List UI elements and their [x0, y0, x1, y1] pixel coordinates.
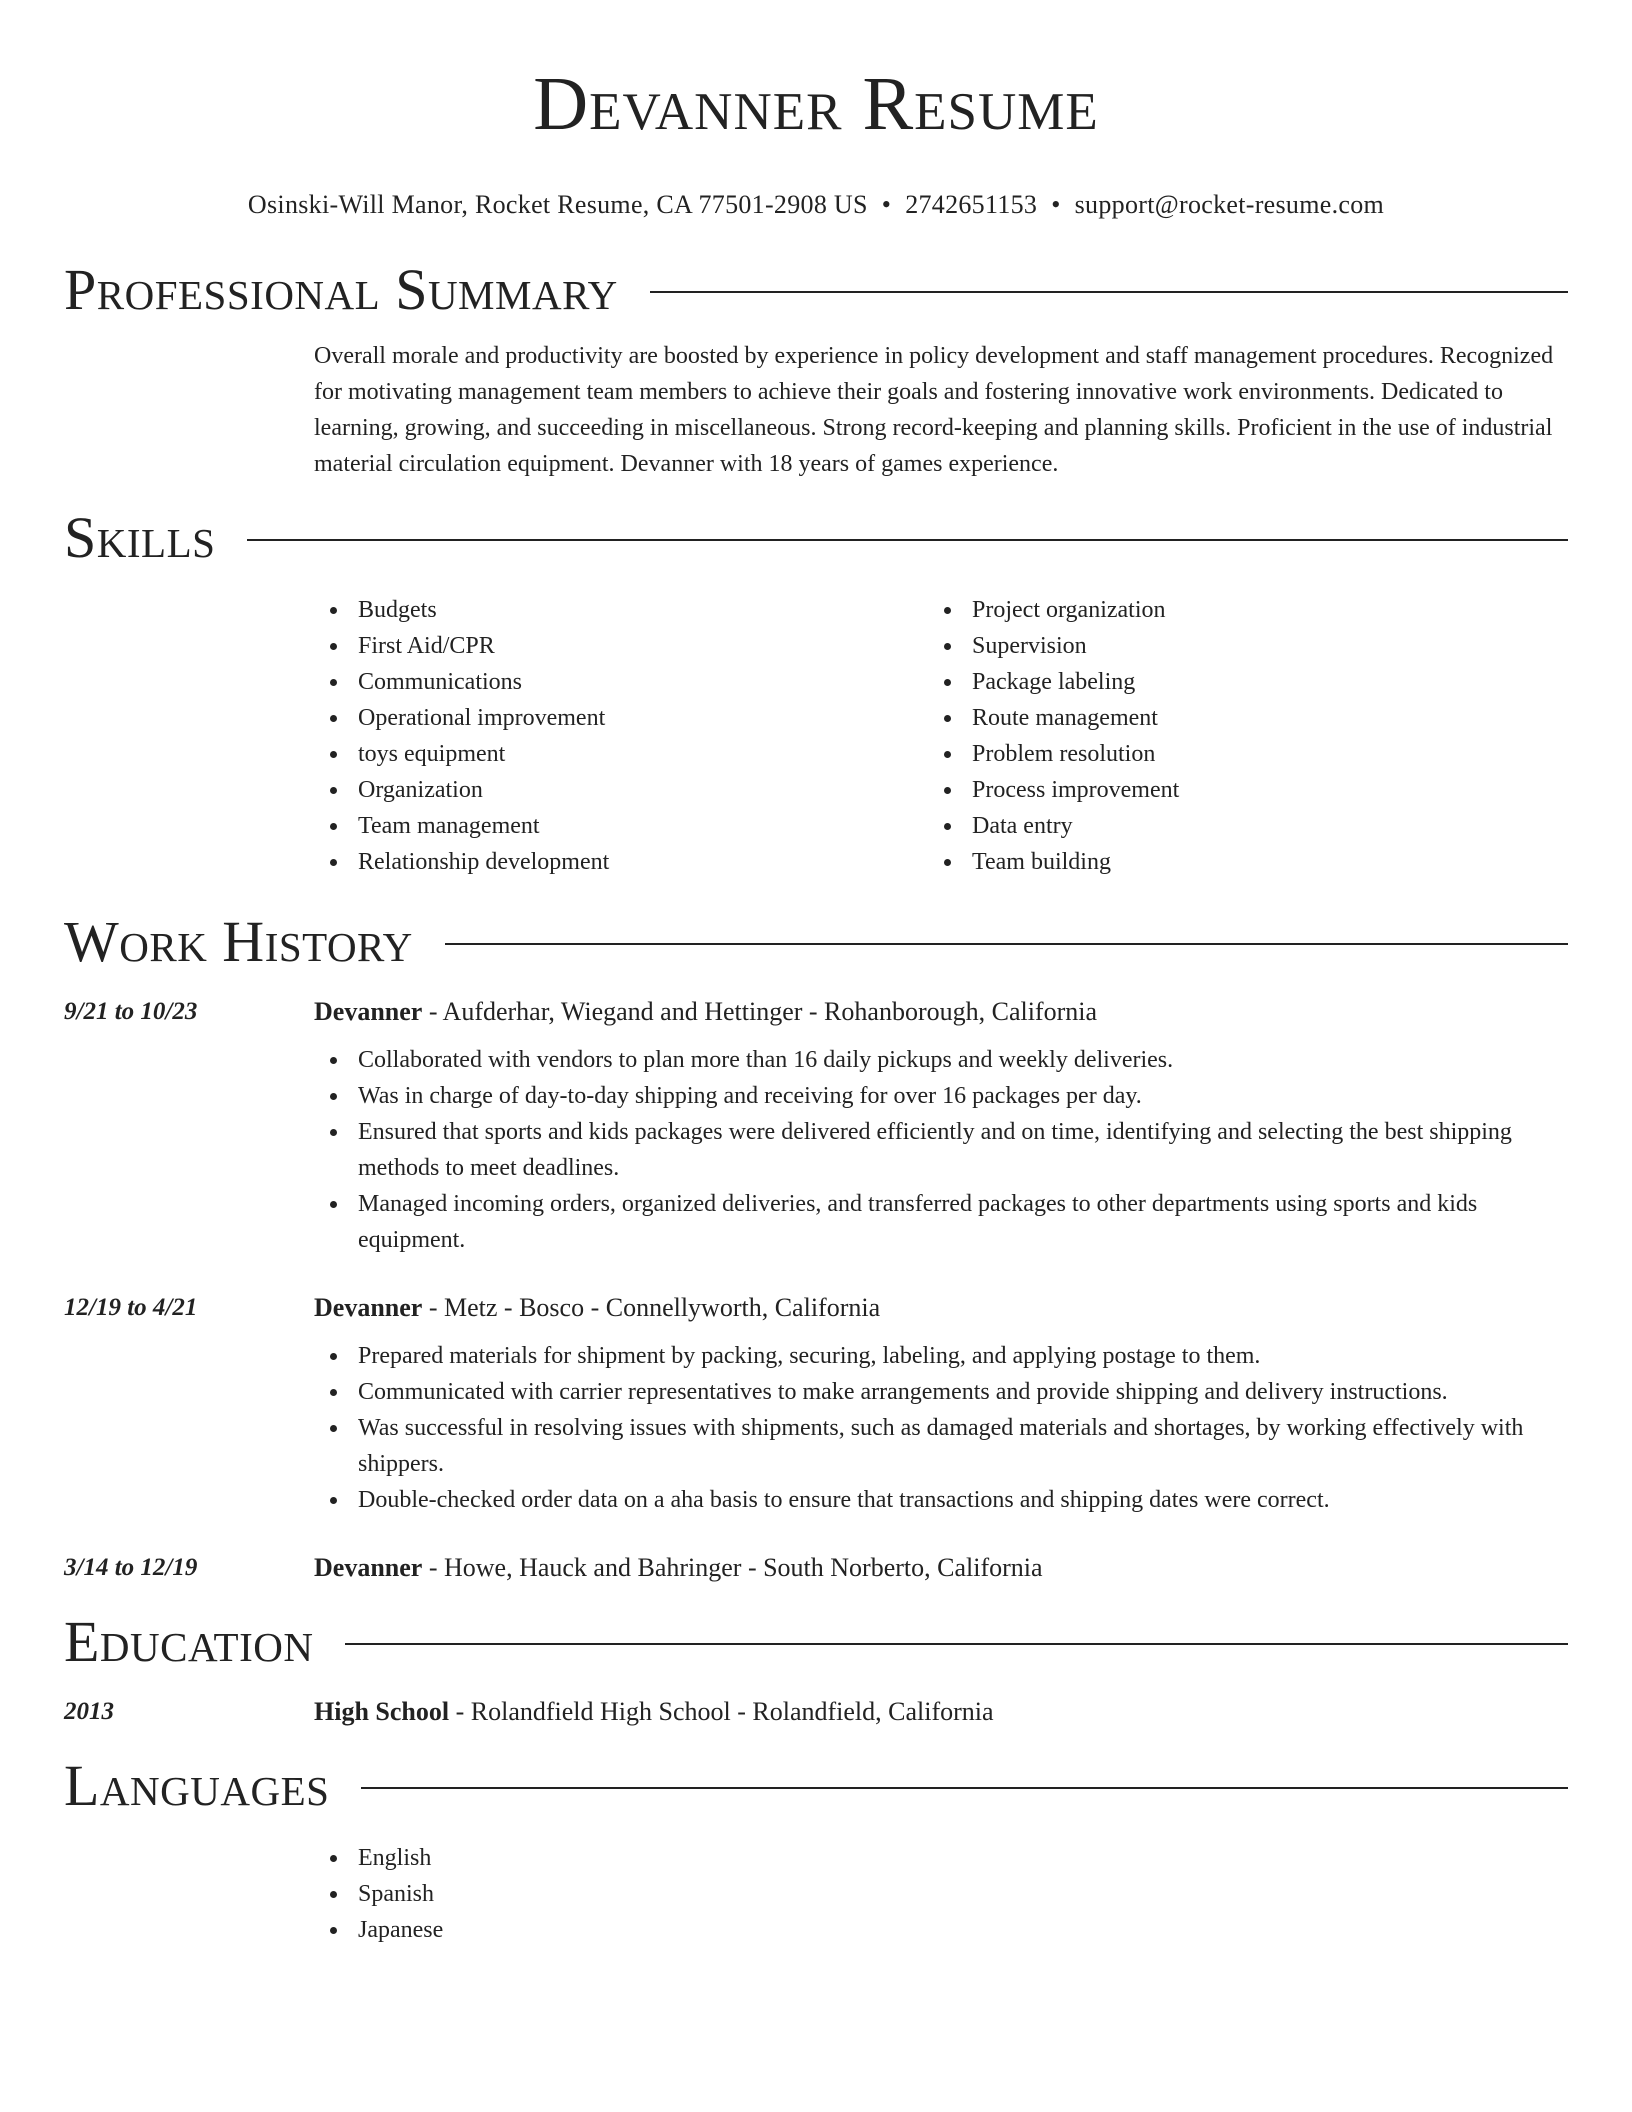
job-bullet: Managed incoming orders, organized deliveries, and transferred packages to other departments using sports and kids equipment. — [314, 1186, 1568, 1258]
section-divider — [247, 539, 1568, 541]
section-divider — [361, 1787, 1568, 1789]
education-section-header — [64, 1606, 1568, 1678]
job-bullet: Double-checked order data on a aha basis to ensure that transactions and shipping dates were correct. — [314, 1482, 1568, 1518]
skill-item: Route management — [928, 700, 1542, 736]
contact-separator: • — [1051, 190, 1061, 219]
education-entry — [64, 1692, 1568, 1732]
job-dates: 3/14 to 12/19 — [64, 1554, 198, 1581]
work-section-header — [64, 906, 1568, 978]
job-dates: 9/21 to 10/23 — [64, 998, 198, 1025]
job-bullet: Was successful in resolving issues with shipments, such as damaged materials and shortages, by working effectively with shippers. — [314, 1410, 1568, 1482]
language-item: Spanish — [314, 1876, 1568, 1912]
languages-section-header — [64, 1750, 1568, 1822]
contact-phone: 2742651153 — [905, 190, 1038, 219]
job-company: - Metz - Bosco - Connellyworth, California — [422, 1293, 881, 1322]
job-title — [314, 1288, 880, 1328]
skills-section-title: Skills — [64, 505, 216, 570]
skill-item: Package labeling — [928, 664, 1542, 700]
job-bullets — [314, 1042, 1568, 1258]
resume-name: Devanner Resume — [533, 62, 1099, 146]
education-school: - Rolandfield High School - Rolandfield, California — [449, 1697, 994, 1726]
section-divider — [650, 291, 1568, 293]
education-section-title: Education — [64, 1609, 314, 1674]
skill-item: Process improvement — [928, 772, 1542, 808]
job-bullet: Collaborated with vendors to plan more than 16 daily pickups and weekly deliveries. — [314, 1042, 1568, 1078]
skill-item: toys equipment — [314, 736, 928, 772]
skill-item: Communications — [314, 664, 928, 700]
job-role: Devanner — [314, 1293, 423, 1322]
skills-column-right — [928, 592, 1542, 880]
skills-section-header — [64, 502, 1568, 574]
contact-address: Osinski-Will Manor, Rocket Resume, CA 77501-2908 US — [247, 190, 868, 219]
skill-item: Budgets — [314, 592, 928, 628]
job-bullets — [314, 1338, 1568, 1518]
job-role: Devanner — [314, 997, 423, 1026]
section-divider — [345, 1643, 1568, 1645]
job-bullet: Was in charge of day-to-day shipping and receiving for over 16 packages per day. — [314, 1078, 1568, 1114]
job-company: - Howe, Hauck and Bahringer - South Norberto, California — [422, 1553, 1043, 1582]
job-dates: 12/19 to 4/21 — [64, 1294, 198, 1321]
language-item: English — [314, 1840, 1568, 1876]
job-header — [64, 1548, 1568, 1588]
language-item: Japanese — [314, 1912, 1568, 1948]
job-company: - Aufderhar, Wiegand and Hettinger - Rohanborough, California — [422, 997, 1098, 1026]
work-section-title: Work History — [64, 909, 413, 974]
job-bullet: Communicated with carrier representatives to make arrangements and provide shipping and delivery instructions. — [314, 1374, 1568, 1410]
job-title — [314, 1548, 1043, 1588]
skill-item: Data entry — [928, 808, 1542, 844]
job-header — [64, 992, 1568, 1032]
summary-text: Overall morale and productivity are boosted by experience in policy development and staff management procedures. Recognized for motivating management team members to achieve their goals and fostering innovative work environments. Dedicated to learning, growing, and succeeding in miscellaneous. Strong record-keeping and planning skills. Proficient in the use of industrial material circulation equipment. Devanner with 18 years of games experience. — [314, 343, 1554, 477]
contact-line — [64, 188, 1568, 222]
contact-email: support@rocket-resume.com — [1074, 190, 1385, 219]
job-role: Devanner — [314, 1553, 423, 1582]
summary-section-title: Professional Summary — [64, 257, 618, 322]
skill-item: Team building — [928, 844, 1542, 880]
education-year: 2013 — [64, 1698, 114, 1725]
skill-item: Team management — [314, 808, 928, 844]
skill-item: First Aid/CPR — [314, 628, 928, 664]
contact-separator: • — [881, 190, 892, 219]
skill-item: Supervision — [928, 628, 1542, 664]
skill-item: Project organization — [928, 592, 1542, 628]
languages-section-title: Languages — [64, 1753, 330, 1818]
job-entry — [64, 992, 1568, 1258]
skill-item: Organization — [314, 772, 928, 808]
skill-item: Problem resolution — [928, 736, 1542, 772]
education-title — [314, 1692, 994, 1732]
job-bullet: Ensured that sports and kids packages were delivered efficiently and on time, identifying and selecting the best shipping methods to meet deadlines. — [314, 1114, 1568, 1186]
job-bullet: Prepared materials for shipment by packing, securing, labeling, and applying postage to them. — [314, 1338, 1568, 1374]
languages-list — [314, 1840, 1568, 1948]
education-degree: High School — [314, 1697, 450, 1726]
skill-item: Operational improvement — [314, 700, 928, 736]
job-title — [314, 992, 1097, 1032]
summary-section-header — [64, 254, 1568, 326]
skills-column-left — [314, 592, 928, 880]
job-entry — [64, 1288, 1568, 1518]
skills-list — [314, 592, 1568, 880]
section-divider — [445, 943, 1568, 945]
job-header — [64, 1288, 1568, 1328]
job-entry — [64, 1548, 1568, 1588]
skill-item: Relationship development — [314, 844, 928, 880]
